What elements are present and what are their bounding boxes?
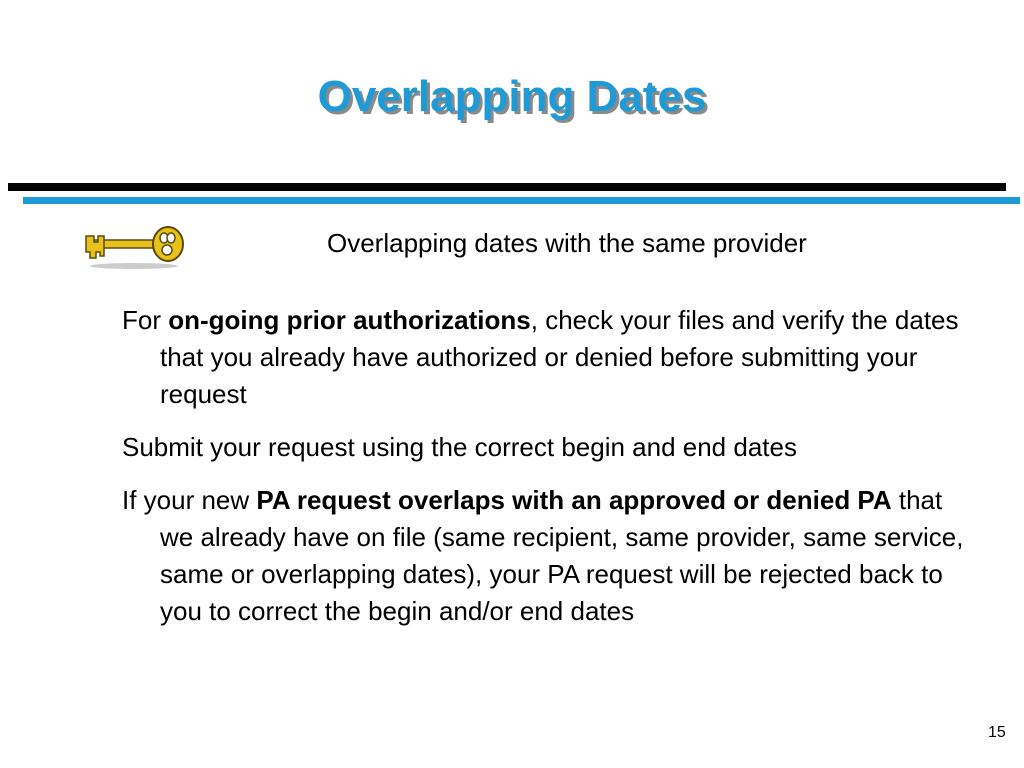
key-icon (78, 222, 186, 270)
paragraph-text: that we already have on file (same recipient, same provider, same service, same or overlapping dates), your PA request will be rejected back to you to correct the begin and/or end dates (160, 485, 964, 626)
paragraph-emphasis: on-going prior authorizations (168, 305, 531, 335)
paragraph-text: Submit your request using the correct begin and end dates (122, 432, 797, 462)
bullet-paragraph (122, 302, 982, 413)
paragraph-text: For (122, 305, 169, 335)
slide-title: Overlapping Dates (317, 72, 707, 121)
slide-subtitle: Overlapping dates with the same provider (327, 228, 807, 258)
slide-body (122, 302, 982, 646)
paragraph-text: , check your files and verify the dates that you already have authorized or denied before submitting your request (160, 305, 959, 409)
bullet-paragraph (122, 482, 982, 630)
page-number: 15 (988, 724, 1006, 741)
title-divider-blue (23, 197, 1020, 204)
title-divider-dark (8, 183, 1006, 191)
paragraph-emphasis: PA request overlaps with an approved or denied PA (256, 485, 892, 515)
paragraph-text: If your new (122, 485, 257, 515)
bullet-paragraph (122, 429, 982, 466)
